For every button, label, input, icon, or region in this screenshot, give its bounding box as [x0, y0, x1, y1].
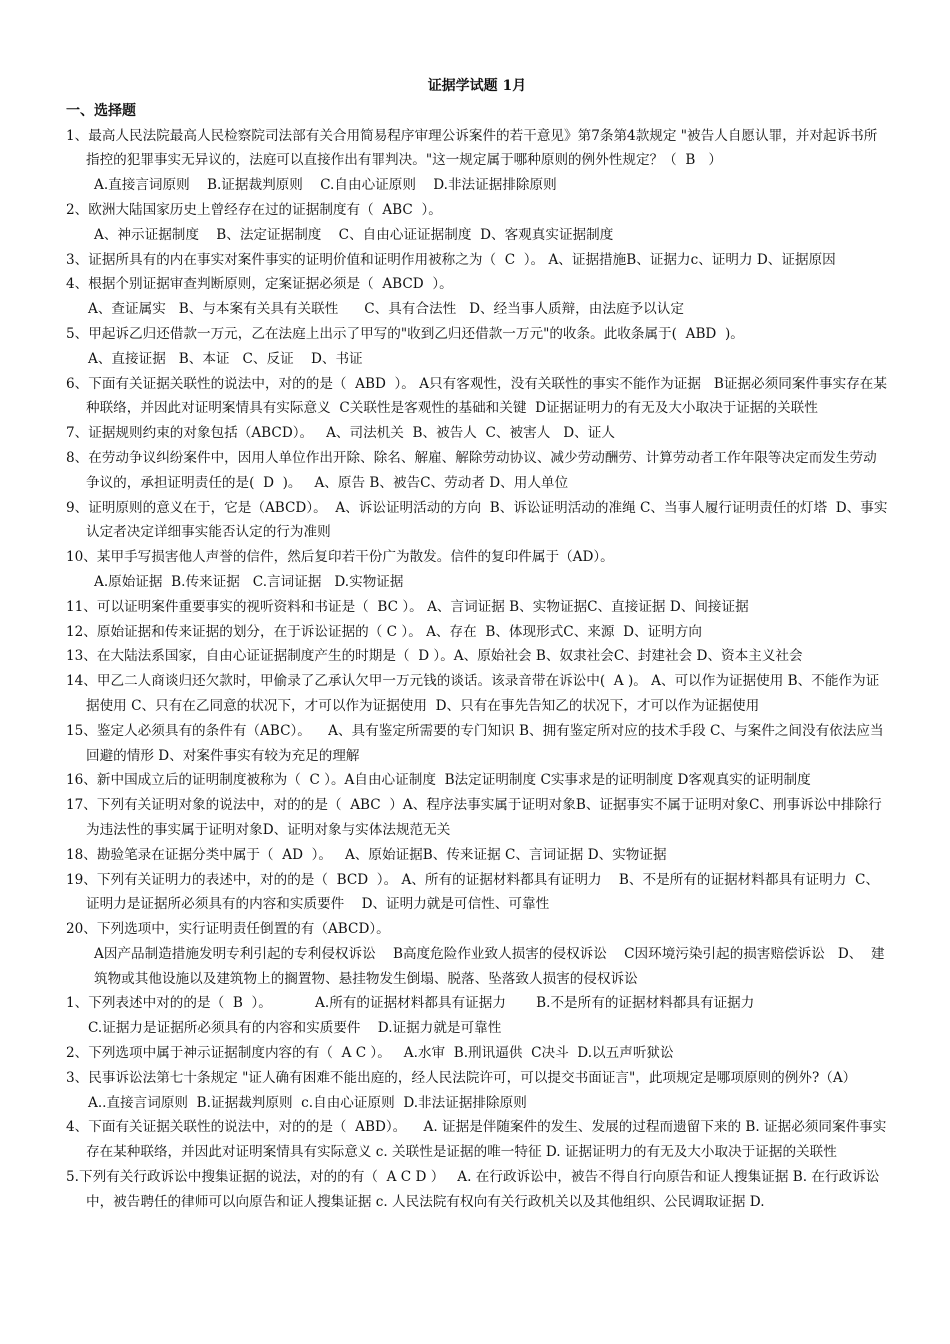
question-text: 12、原始证据和传来证据的划分，在于诉讼证据的（ C ）。 A、存在 B、体现形式C、来源 D、证明方向 — [66, 623, 702, 640]
question-text: 1、下列表述中对的的是（ B ）。 A.所有的证据材料都具有证据力 B.不是所有的证据材料都具有证据力 — [66, 995, 755, 1012]
question-text: 2、欧洲大陆国家历史上曾经存在过的证据制度有（ ABC ）。 — [66, 201, 442, 218]
question-text: 19、下列有关证明力的表述中，对的的是（ BCD ）。 A、所有的证据材料都具有证明力 B、不是所有的证据材料都具有证明力 C、证明力是证据所必须具有的内容和实质要件 D、证明力就是可信性、可靠性 — [66, 871, 880, 913]
question-text: 4、根据个别证据审查判断原则，定案证据必须是（ ABCD ）。 — [66, 276, 453, 293]
question-text: 5、甲起诉乙归还借款一万元，乙在法庭上出示了甲写的"收到乙归还借款一万元"的收条。此收条属于( ABD )。 — [66, 325, 744, 342]
question-text: 9、证明原则的意义在于，它是（ABCD）。 A、诉讼证明活动的方向 B、诉讼证明活动的准绳 C、当事人履行证明责任的灯塔 D、事实认定者决定详细事实能否认定的行为准则 — [66, 499, 888, 541]
question-text: 11、可以证明案件重要事实的视听资料和书证是（ BC ）。 A、言词证据 B、实物证据C、直接证据 D、间接证据 — [66, 598, 749, 615]
question-text: 10、某甲手写损害他人声誉的信件，然后复印若干份广为散发。信件的复印件属于（AD）。 — [66, 549, 614, 566]
question-text: 1、最高人民法院最高人民检察院司法部有关合用简易程序审理公诉案件的若干意见》第7条第4款规定 "被告人自愿认罪，并对起诉书所指控的犯罪事实无异议的，法庭可以直接作出有罪判决。"这一规定属于哪种原则的例外性规定？（ B ） — [66, 127, 878, 169]
answer-options: A、神示证据制度 B、法定证据制度 C、自由心证证据制度 D、客观真实证据制度 — [94, 226, 614, 243]
question-text: 14、甲乙二人商谈归还欠款时，甲偷录了乙承认欠甲一万元钱的谈话。该录音带在诉讼中( A )。 A、可以作为证据使用 B、不能作为证据使用 C、只有在乙同意的状况下，才可以作为证据使用 D、只有在事先告知乙的状况下，才可以作为证据使用 — [66, 673, 880, 714]
document-title: 证据学试题 1月 — [427, 78, 527, 94]
answer-options: A.原始证据 B.传来证据 C.言词证据 D.实物证据 — [94, 573, 404, 590]
question-text: 17、下列有关证明对象的说法中，对的的是（ ABC ）A、程序法事实属于证明对象B、证据事实不属于证明对象C、刑事诉讼中排除行为违法性的事实属于证明对象D、证明对象与实体法规范无关 — [66, 797, 882, 838]
question-text: 3、民事诉讼法第七十条规定 "证人确有困难不能出庭的，经人民法院许可，可以提交书面证言"，此项规定是哪项原则的例外?（A） — [66, 1069, 857, 1086]
question-text: 3、证据所具有的内在事实对案件事实的证明价值和证明作用被称之为（ C ）。 A、证据措施B、证据力c、证明力 D、证据原因 — [66, 251, 836, 268]
question-text: 16、新中国成立后的证明制度被称为（ C ）。A自由心证制度 B法定证明制度 C实事求是的证明制度 D客观真实的证明制度 — [66, 772, 811, 789]
question-text: 2、下列选项中属于神示证据制度内容的有（ A C ）。 A.水审 B.刑讯逼供 C决斗 D.以五声听狱讼 — [66, 1045, 674, 1062]
question-list — [66, 124, 888, 1215]
question-text: 7、证据规则约束的对象包括（ABCD）。 A、司法机关 B、被告人 C、被害人 D、证人 — [66, 425, 615, 442]
answer-options: C.证据力是证据所必须具有的内容和实质要件 D.证据力就是可靠性 — [88, 1020, 502, 1037]
question-text: 8、在劳动争议纠纷案件中，因用人单位作出开除、除名、解雇、解除劳动协议、减少劳动酬劳、计算劳动者工作年限等决定而发生劳动争议的，承担证明责任的是( D )。 A、原告 B、被告C、劳动者 D、用人单位 — [66, 449, 877, 491]
section-heading: 一、选择题 — [66, 102, 136, 119]
answer-options: A..直接言词原则 B.证据裁判原则 c.自由心证原则 D.非法证据排除原则 — [88, 1094, 527, 1111]
question-text: 18、勘验笔录在证据分类中属于（ AD ）。 A、原始证据B、传来证据 C、言词证据 D、实物证据 — [66, 846, 667, 863]
question-text: 15、鉴定人必须具有的条件有（ABC）。 A、具有鉴定所需要的专门知识 B、拥有鉴定所对应的技术手段 C、与案件之间没有依法应当回避的情形 D、对案件事实有较为充足的理解 — [66, 722, 884, 764]
question-text: 5.下列有关行政诉讼中搜集证据的说法，对的的有（ A C D ） A. 在行政诉讼中，被告不得自行向原告和证人搜集证据 B. 在行政诉讼中，被告聘任的律师可以向原告和证人搜集证据 c. 人民法院有权向有关行政机关以及其他组织、公民调取证据 D. — [66, 1169, 880, 1210]
question-text: 20、下列选项中，实行证明责任倒置的有（ABCD）。 — [66, 921, 390, 938]
answer-options: A、查证属实 B、与本案有关具有关联性 C、具有合法性 D、经当事人质辩，由法庭予以认定 — [88, 301, 684, 318]
answer-options: A因产品制造措施发明专利引起的专利侵权诉讼 B高度危险作业致人损害的侵权诉讼 C因环境污染引起的损害赔偿诉讼 D、 建筑物或其他设施以及建筑物上的搁置物、悬挂物发生倒塌、脱落、坠落致人损害的侵权诉讼 — [94, 945, 885, 987]
question-text: 13、在大陆法系国家，自由心证证据制度产生的时期是（ D ）。A、原始社会 B、奴隶社会C、封建社会 D、资本主义社会 — [66, 648, 803, 665]
question-text: 6、下面有关证据关联性的说法中，对的的是（ ABD ）。 A只有客观性，没有关联性的事实不能作为证据 B证据必须同案件事实存在某种联络，并因此对证明案情具有实际意义 C关联性是客观性的基础和关键 D证据证明力的有无及大小取决于证据的关联性 — [66, 375, 887, 417]
answer-options: A、直接证据 B、本证 C、反证 D、书证 — [88, 350, 363, 367]
question-text: 4、下面有关证据关联性的说法中，对的的是（ ABD）。 A. 证据是伴随案件的发生、发展的过程而遗留下来的 B. 证据必须同案件事实存在某种联络，并因此对证明案情具有实际意义 c. 关联性是证据的唯一特征 D. 证据证明力的有无及大小取决于证据的关联性 — [66, 1119, 887, 1161]
answer-options: A.直接言词原则 B.证据裁判原则 C.自由心证原则 D.非法证据排除原则 — [94, 177, 557, 194]
